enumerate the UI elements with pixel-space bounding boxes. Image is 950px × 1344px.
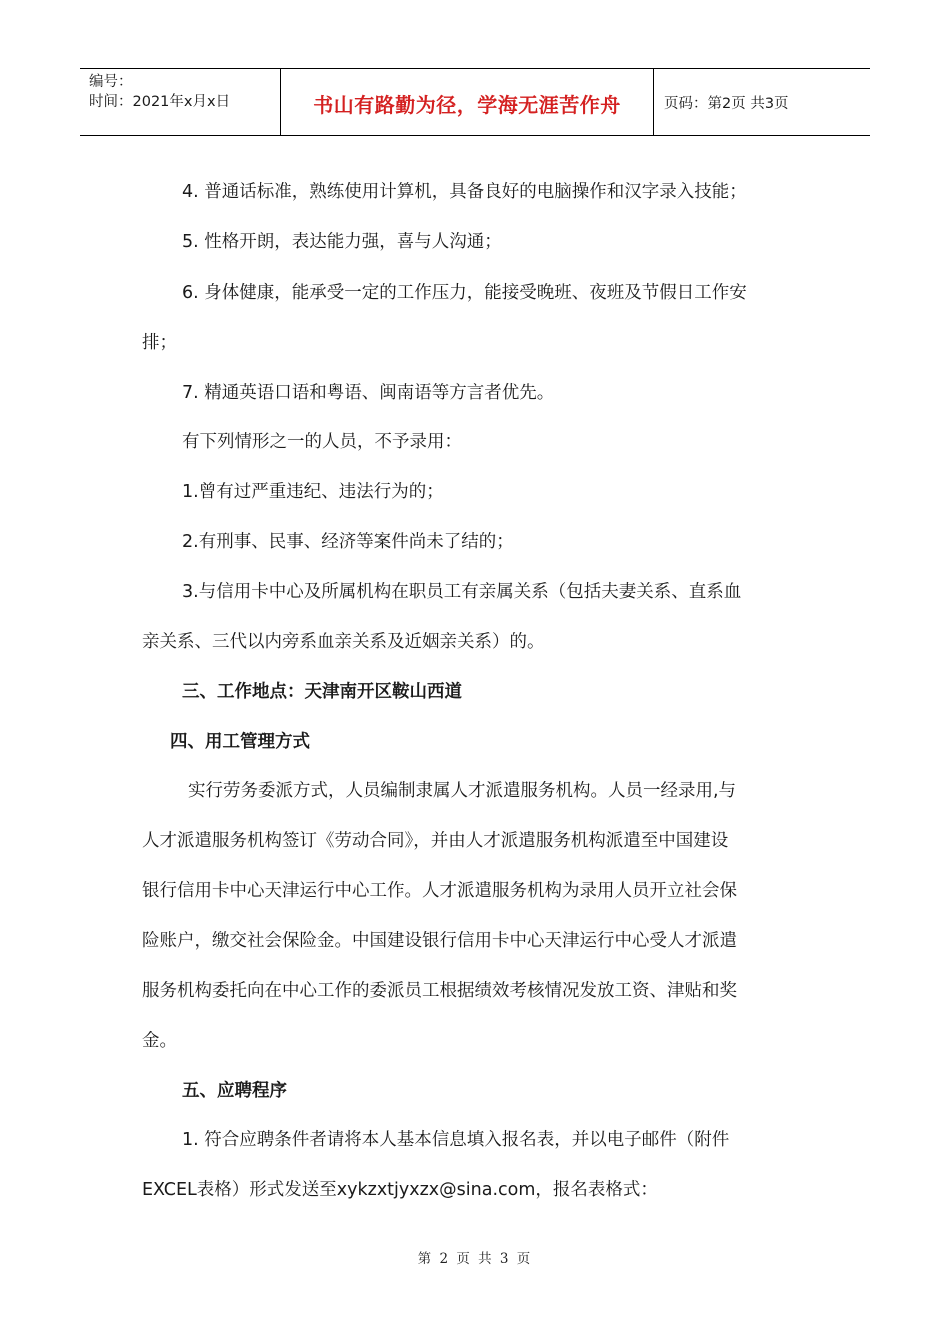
requirement-6: 6. 身体健康，能承受一定的工作压力，能接受晚班、夜班及节假日工作安 <box>182 283 747 303</box>
section-4-para-6: 金。 <box>142 1031 177 1051</box>
procedure-1-cont: EXCEL表格）形式发送至xykzxtjyxzx@sina.com，报名表格式： <box>142 1180 658 1200</box>
section-4-para-2: 人才派遣服务机构签订《劳动合同》，并由人才派遣服务机构派遣至中国建设 <box>142 831 729 851</box>
requirement-6-cont: 排； <box>142 333 177 353</box>
requirement-4: 4. 普通话标准，熟练使用计算机，具备良好的电脑操作和汉字录入技能； <box>182 182 747 202</box>
number-label: 编号： <box>89 74 133 90</box>
header-motto: 书山有路勤为径，学海无涯苦作舟 <box>281 69 654 135</box>
requirement-7: 7. 精通英语口语和粤语、闽南语等方言者优先。 <box>182 383 555 403</box>
time-label: 时间：2021年x月x日 <box>89 94 231 110</box>
header-page-info: 页码：第2页 共3页 <box>664 95 789 112</box>
section-3-heading: 三、工作地点：天津南开区鞍山西道 <box>182 682 462 702</box>
exclusion-3: 3.与信用卡中心及所属机构在职员工有亲属关系（包括夫妻关系、直系血 <box>182 582 742 602</box>
section-4-heading: 四、用工管理方式 <box>170 732 310 752</box>
exclusion-1: 1.曾有过严重违纪、违法行为的； <box>182 482 444 502</box>
procedure-1: 1. 符合应聘条件者请将本人基本信息填入报名表，并以电子邮件（附件 <box>182 1130 730 1150</box>
exclusion-2: 2.有刑事、民事、经济等案件尚未了结的； <box>182 532 514 552</box>
exclusion-intro: 有下列情形之一的人员，不予录用： <box>182 432 462 452</box>
section-4-para-3: 银行信用卡中心天津运行中心工作。人才派遣服务机构为录用人员开立社会保 <box>142 881 737 901</box>
requirement-5: 5. 性格开朗，表达能力强，喜与人沟通； <box>182 232 502 252</box>
header-meta-cell <box>80 69 281 135</box>
page-footer: 第 2 页 共 3 页 <box>417 1251 533 1267</box>
section-5-heading: 五、应聘程序 <box>182 1081 287 1101</box>
section-4-para-4: 险账户，缴交社会保险金。中国建设银行信用卡中心天津运行中心受人才派遣 <box>142 931 737 951</box>
section-4-para-5: 服务机构委托向在中心工作的委派员工根据绩效考核情况发放工资、津贴和奖 <box>142 981 737 1001</box>
section-4-para-1: 实行劳务委派方式，人员编制隶属人才派遣服务机构。人员一经录用,与 <box>188 781 737 801</box>
document-header <box>80 68 870 136</box>
exclusion-3-cont: 亲关系、三代以内旁系血亲关系及近姻亲关系）的。 <box>142 632 545 652</box>
